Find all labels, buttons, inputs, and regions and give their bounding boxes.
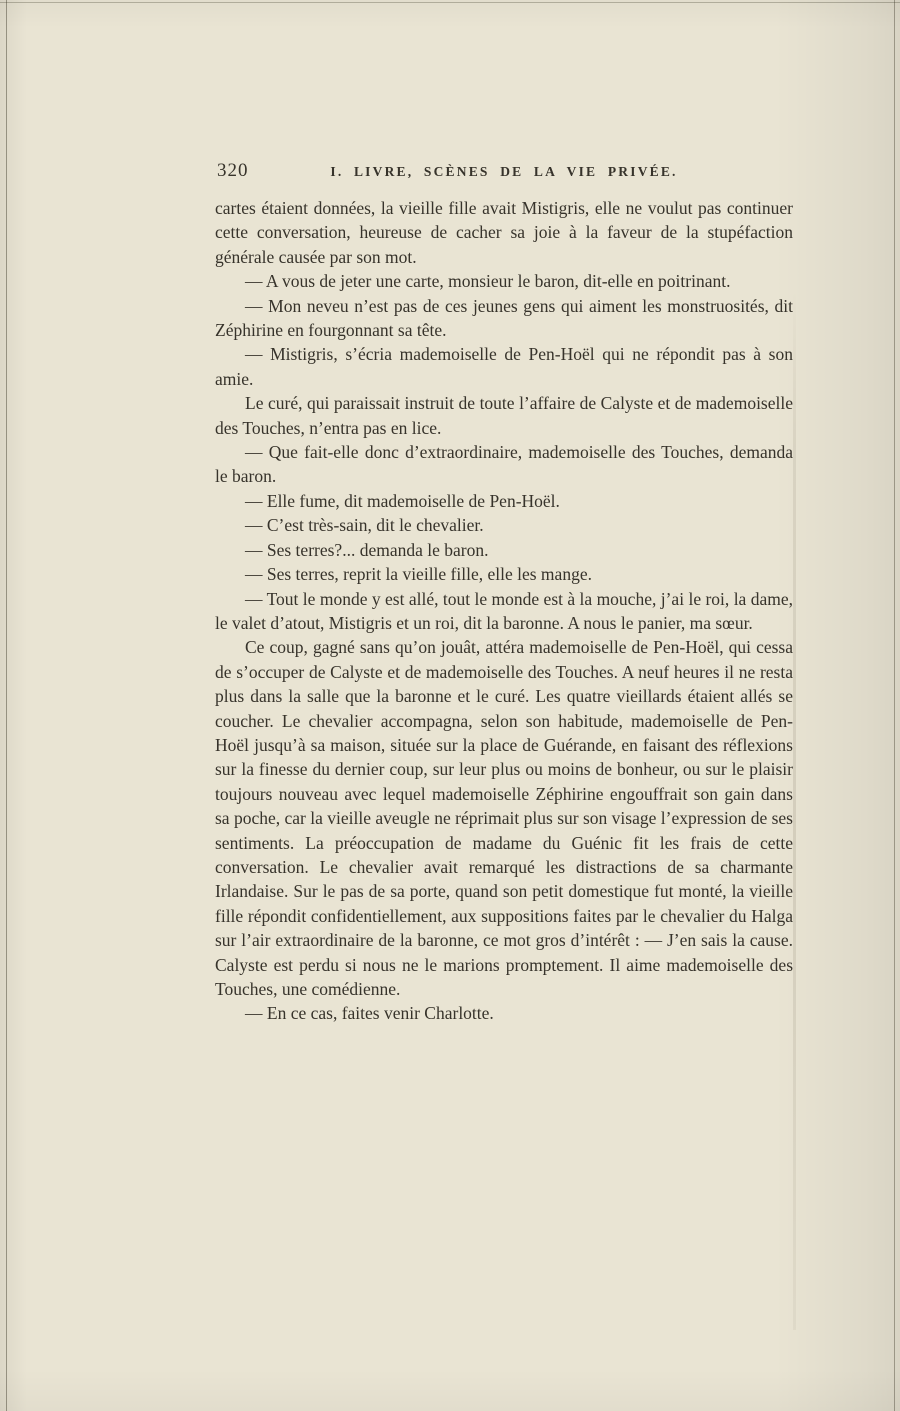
- paragraph-dialogue: — Mon neveu n’est pas de ces jeunes gens qui aiment les monstruosités, dit Zéphirine en fourgonnant sa tête.: [215, 295, 793, 341]
- page-number: 320: [217, 160, 249, 181]
- paragraph-dialogue: — Ses terres?... demanda le baron.: [245, 539, 489, 560]
- page-header: [215, 160, 793, 185]
- paragraph: cartes étaient données, la vieille fille avait Mistigris, elle ne voulut pas continuer cette conversation, heureuse de cacher sa joie à la faveur de la stupéfaction générale causée par son mot.: [215, 198, 793, 267]
- paragraph-dialogue: — Tout le monde y est allé, tout le monde est à la mouche, j’ai le roi, la dame, le valet d’atout, Mistigris et un roi, dit la baronne. A nous le panier, ma sœur.: [215, 588, 793, 633]
- page-edge-left: [6, 0, 7, 1411]
- paragraph: Le curé, qui paraissait instruit de toute l’affaire de Calyste et de mademoiselle des Touches, n’entra pas en lice.: [215, 393, 793, 438]
- page-content: [215, 160, 793, 1026]
- page-crease: [793, 290, 796, 1330]
- page-edge-right: [894, 0, 895, 1411]
- paragraph-dialogue: — Ses terres, reprit la vieille fille, elle les mange.: [245, 564, 592, 585]
- paragraph-dialogue: — C’est très-sain, dit le chevalier.: [245, 515, 484, 536]
- running-title: I. LIVRE, SCÈNES DE LA VIE PRIVÉE.: [330, 164, 678, 179]
- page-body: [215, 196, 793, 1026]
- paragraph-dialogue: — En ce cas, faites venir Charlotte.: [245, 1003, 494, 1024]
- paragraph-dialogue: — Mistigris, s’écria mademoiselle de Pen-Hoël qui ne répondit pas à son amie.: [215, 344, 793, 389]
- paragraph-dialogue: — Elle fume, dit mademoiselle de Pen-Hoël.: [245, 490, 560, 511]
- paragraph-dialogue: — Que fait-elle donc d’extraordinaire, mademoiselle des Touches, demanda le baron.: [215, 442, 793, 487]
- paragraph: Ce coup, gagné sans qu’on jouât, attéra mademoiselle de Pen-Hoël, qui cessa de s’occuper de Calyste et de mademoiselle des Touches. A neuf heures il ne resta plus dans la salle que la baronne et le curé. Les quatre vieillards étaient allés se coucher. Le chevalier accompagna, selon son habitude, mademoiselle de Pen-Hoël jusqu’à sa maison, située sur la place de Guérande, en faisant des réflexions sur la finesse du dernier coup, sur leur plus ou moins de bonheur, ou sur le plaisir toujours nouveau avec lequel mademoiselle Zéphirine engouffrait son gain dans sa poche, car la vieille aveugle ne réprimait plus sur son visage l’expression de ses sentiments. La préoccupation de madame du Guénic fit les frais de cette conversation. Le chevalier avait remarqué les distractions de sa charmante Irlandaise. Sur le pas de sa porte, quand son petit domestique fut monté, la vieille fille répondit confidentiellement, aux suppositions faites par le chevalier du Halga sur l’air extraordinaire de la baronne, ce mot gros d’intérêt : — J’en sais la cause. Calyste est perdu si nous ne le marions promptement. Il aime mademoiselle des Touches, une comédienne.: [215, 637, 793, 999]
- page-edge-top: [0, 2, 900, 3]
- paragraph-dialogue: — A vous de jeter une carte, monsieur le baron, dit-elle en poitrinant.: [245, 271, 731, 292]
